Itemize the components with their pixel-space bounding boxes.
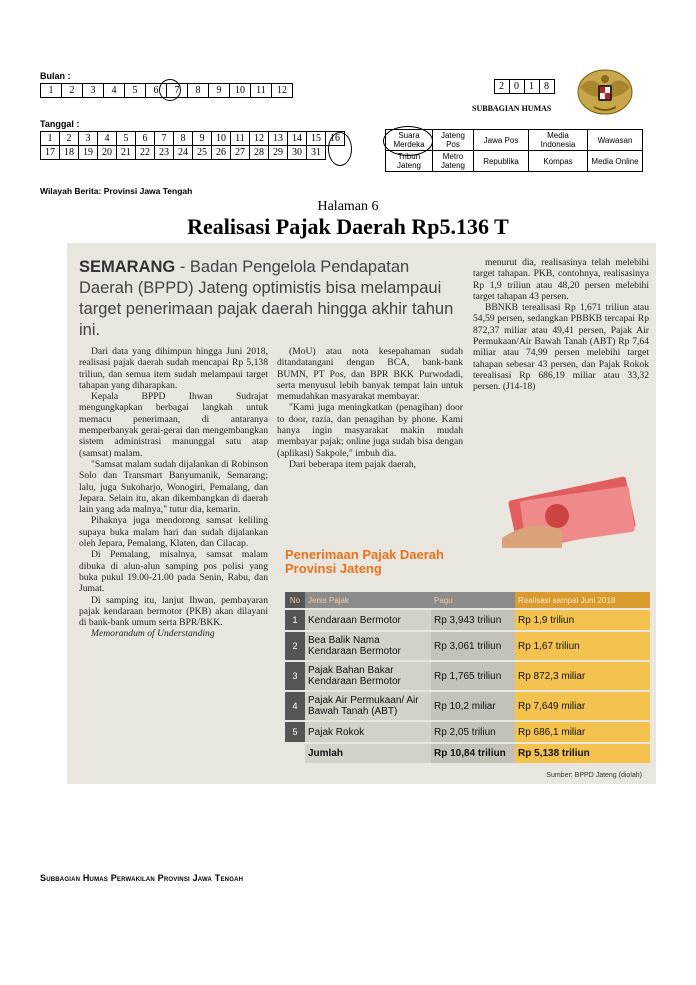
infobox-title: [285, 548, 444, 576]
article-paragraph: (MoU) atau nota kesepahaman sudah ditandatangani dengan BCA, bank-bank BUMN, PT Pos, dan BPR BKK Purwodadi, serta menyusul lebih banyak tempat lain untuk memudahkan masyarakat membayar.: [277, 346, 463, 403]
tax-row: [285, 691, 650, 721]
year-digit-cell: 0: [510, 80, 525, 94]
date-cell: 15: [307, 132, 326, 146]
tax-row: [285, 609, 650, 631]
date-cell: 29: [269, 146, 288, 160]
tanggal-label: Tanggal :: [40, 119, 80, 129]
article-column-3: [473, 257, 649, 477]
tax-row-realisasi: Rp 7,649 miliar: [515, 691, 650, 721]
month-cell: 9: [209, 84, 230, 98]
tax-table: [285, 592, 650, 765]
page-number: Halaman 6: [317, 199, 379, 214]
month-cell: 7: [167, 84, 188, 98]
date-cell: 10: [212, 132, 231, 146]
month-cell: 1: [41, 84, 62, 98]
selected-date-circle: [328, 132, 352, 166]
date-cell: 2: [60, 132, 79, 146]
date-cell: 7: [155, 132, 174, 146]
article-column-1: [79, 346, 268, 776]
tax-row-no: 2: [285, 631, 305, 661]
date-cell: 25: [193, 146, 212, 160]
date-cell: 18: [60, 146, 79, 160]
date-cell: 3: [79, 132, 98, 146]
date-cell: 8: [174, 132, 193, 146]
footer: Subbagian Humas Perwakilan Provinsi Jawa Tengah: [40, 873, 244, 883]
date-cell: 24: [174, 146, 193, 160]
month-cell: 3: [83, 84, 104, 98]
tax-total-realisasi: Rp 5,138 triliun: [515, 743, 650, 764]
header-realisasi: Realisasi sampai Juni 2018: [515, 592, 650, 609]
tax-row: [285, 661, 650, 691]
tax-row-pagu: Rp 10,2 miliar: [431, 691, 515, 721]
article-paragraph: menurut dia, realisasinya telah melebihi target tahapan. PKB, contohnya, realisasinya Rp 1,9 triliun atau 48,20 persen melebihi target tahapan 43 persen.: [473, 257, 649, 302]
article-paragraph: Dari data yang dihimpun hingga Juni 2018, realisasi pajak daerah sudah mencapai Rp 5,138 triliun, dan semua item sudah melampaui target tahapan yang diharapkan.: [79, 346, 268, 391]
date-cell: 5: [117, 132, 136, 146]
date-cell: 22: [136, 146, 155, 160]
month-cell: 8: [188, 84, 209, 98]
article-paragraph: Di samping itu, lanjut Ihwan, pembayaran pajak kendaraan bermotor (PKB) akan dilayani di bank-bank umum serta BPR/BKK.: [79, 594, 268, 629]
tanggal-grid: [40, 131, 345, 160]
infobox-title-line2: Provinsi Jateng: [285, 561, 382, 576]
infobox-source: Sumber: BPPD Jateng (diolah): [546, 772, 642, 779]
tax-table-header: [285, 592, 650, 609]
newspaper-cell: Suara Merdeka: [386, 130, 433, 151]
tax-row: [285, 721, 650, 743]
newspaper-cell: Media Indonesia: [529, 130, 588, 151]
tax-row-jenis: Pajak Rokok: [305, 721, 431, 743]
infobox-title-line1: Penerimaan Pajak Daerah: [285, 547, 444, 562]
header-jenis: Jenis Pajak: [305, 592, 431, 609]
header-no: No: [285, 592, 305, 609]
agency-name: SUBBAGIAN HUMAS: [472, 104, 552, 113]
newspaper-cell: Republika: [474, 151, 529, 172]
tax-row-realisasi: Rp 1,67 triliun: [515, 631, 650, 661]
date-cell: 12: [250, 132, 269, 146]
date-cell: 17: [41, 146, 60, 160]
newspaper-cell: Tribun Jateng: [386, 151, 433, 172]
tax-total-row: [285, 743, 650, 764]
tax-row-pagu: Rp 3,943 triliun: [431, 609, 515, 631]
tax-infobox: [285, 548, 650, 781]
date-cell: 28: [250, 146, 269, 160]
date-cell: 23: [155, 146, 174, 160]
month-cell: 4: [104, 84, 125, 98]
tax-row-no: 3: [285, 661, 305, 691]
header-pagu: Pagu: [431, 592, 515, 609]
tax-row: [285, 631, 650, 661]
date-cell: 30: [288, 146, 307, 160]
headline: Realisasi Pajak Daerah Rp5.136 T: [187, 214, 509, 239]
month-cell: 2: [62, 84, 83, 98]
tax-row-realisasi: Rp 686,1 miliar: [515, 721, 650, 743]
lead-text: - Badan Pengelola Pendapatan Daerah (BPPD) Jateng optimistis bisa melampaui target penerimaan pajak daerah hingga akhir tahun ini.: [79, 258, 454, 339]
tax-total-pagu: Rp 10,84 triliun: [431, 743, 515, 764]
date-cell: 16: [326, 132, 345, 146]
tax-total-label: Jumlah: [305, 743, 431, 764]
month-cell: 10: [230, 84, 251, 98]
tax-row-jenis: Pajak Air Permukaan/ Air Bawah Tanah (ABT): [305, 691, 431, 721]
date-cell: 4: [98, 132, 117, 146]
article-paragraph: Pihaknya juga mendorong samsat keliling supaya buka malam hari dan sudah dijalankan oleh Jepara, Pemalang, Klaten, dan Cilacap.: [79, 515, 268, 550]
tax-row-no: 5: [285, 721, 305, 743]
date-cell: 19: [79, 146, 98, 160]
tax-row-no: 4: [285, 691, 305, 721]
selected-month-circle: [159, 79, 181, 101]
wilayah-berita: Wilayah Berita: Provinsi Jawa Tengah: [40, 186, 193, 196]
tax-row-pagu: Rp 3,061 triliun: [431, 631, 515, 661]
garuda-emblem-icon: [576, 67, 634, 117]
month-cell: 12: [272, 84, 293, 98]
article-lead: [79, 257, 464, 341]
date-cell: 21: [117, 146, 136, 160]
tax-row-jenis: Bea Balik Nama Kendaraan Bermotor: [305, 631, 431, 661]
tax-row-realisasi: Rp 1,9 triliun: [515, 609, 650, 631]
article-column-2: [277, 346, 463, 541]
article-paragraph: BBNKB terealisasi Rp 1,671 triliun atau 54,59 persen, sedangkan PBBKB tercapai Rp 872,37 miliar atau 49,41 persen, Pajak Air Permukaan/Air Bawah Tanah (ABT) Rp 7,64 miliar atau 74,99 persen melebihi target tahapan sebesar 43 persen, dan Pajak Rokok terealisasi Rp 686,19 miliar atau 33,32 persen. (J14-18): [473, 302, 649, 393]
article-paragraph: "Samsat malam sudah dijalankan di Robinson Solo dan Transmart Banyumanik, Semarang; lalu, juga Sukoharjo, Wonogiri, Pemalang, dan Jepara. Selain itu, akan dikembangkan di daerah lain yang ada malnya," tutur dia, kemarin.: [79, 458, 268, 516]
date-cell: 13: [269, 132, 288, 146]
lead-city: SEMARANG: [79, 258, 176, 276]
date-cell: 9: [193, 132, 212, 146]
month-cell: 5: [125, 84, 146, 98]
date-cell: 20: [98, 146, 117, 160]
news-clipping: [67, 243, 656, 784]
article-paragraph: Memorandum of Understanding: [91, 628, 215, 640]
tax-row-pagu: Rp 1,765 triliun: [431, 661, 515, 691]
article-paragraph: Di Pemalang, misalnya, samsat malam dibuka di alun-alun samping pos polisi yang buka pukul 19.00-21.00 pada Senin, Rabu, dan Jumat.: [79, 549, 268, 595]
newspaper-cell: Media Online: [588, 151, 643, 172]
selected-paper-circle: [383, 126, 433, 156]
bulan-label: Bulan :: [40, 71, 71, 81]
tax-row-no: 1: [285, 609, 305, 631]
date-cell: 1: [41, 132, 60, 146]
banknote-photo-icon: [502, 468, 652, 548]
tax-total-spacer: [285, 743, 305, 764]
newspaper-cell: Jateng Pos: [433, 130, 474, 151]
month-cell: 6: [146, 84, 167, 98]
tax-row-pagu: Rp 2,05 triliun: [431, 721, 515, 743]
year-digit-cell: 2: [495, 80, 510, 94]
tax-row-jenis: Pajak Bahan Bakar Kendaraan Bermotor: [305, 661, 431, 691]
date-cell: 27: [231, 146, 250, 160]
date-cell: 11: [231, 132, 250, 146]
article-paragraph: "Kami juga meningkatkan (penagihan) door to door, razia, dan penagihan by phone. Kami hanya ingin masyarakat makin mudah membayar pajak; online juga sudah bisa dengan (aplikasi) Sakpole," imbuh dia.: [277, 402, 463, 459]
newspaper-cell: Metro Jateng: [433, 151, 474, 172]
article-paragraph: Dari beberapa item pajak daerah,: [289, 458, 417, 470]
date-cell: 31: [307, 146, 326, 160]
date-cell: 14: [288, 132, 307, 146]
newspaper-cell: Wawasan: [588, 130, 643, 151]
year-digit-cell: 1: [525, 80, 540, 94]
article-paragraph: Kepala BPPD Ihwan Sudrajat mengungkapkan berbagai langkah untuk memacu penerimaan, di antaranya memperbanyak gerai-gerai dan mengembangkan sistem administrasi manunggal satu atap (samsat) malam.: [79, 391, 268, 459]
month-cell: 11: [251, 84, 272, 98]
year-digit-cell: 8: [540, 80, 555, 94]
newspaper-cell: Kompas: [529, 151, 588, 172]
tax-row-jenis: Kendaraan Bermotor: [305, 609, 431, 631]
date-cell: 26: [212, 146, 231, 160]
tax-row-realisasi: Rp 872,3 miliar: [515, 661, 650, 691]
year-grid: [494, 79, 555, 94]
newspaper-cell: Jawa Pos: [474, 130, 529, 151]
date-cell: 6: [136, 132, 155, 146]
